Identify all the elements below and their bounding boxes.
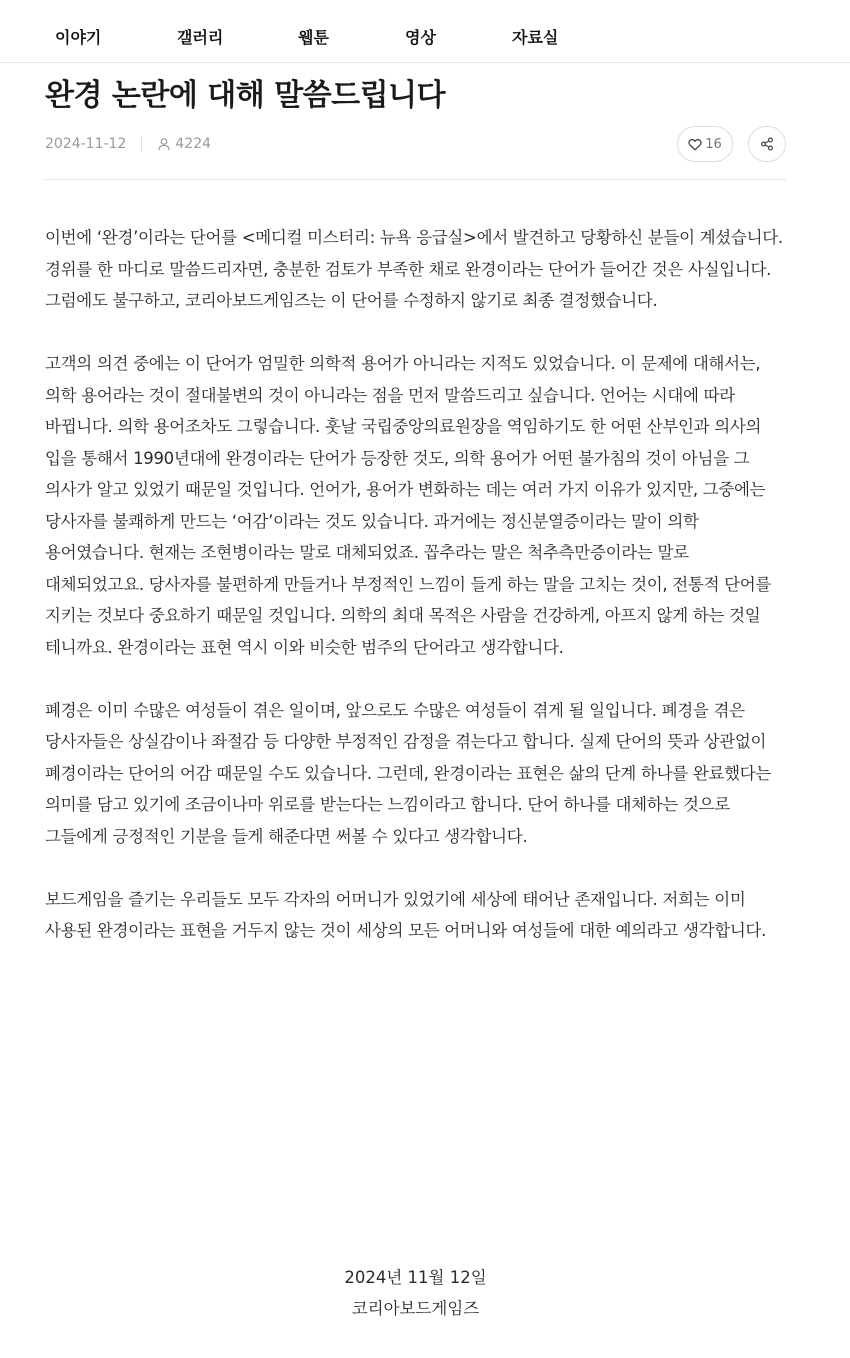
page-title: 완경 논란에 대해 말씀드립니다	[45, 78, 446, 113]
like-button[interactable]	[677, 126, 733, 162]
header-divider	[45, 179, 786, 180]
signature-date: 2024년 11월 12일	[344, 1268, 487, 1287]
nav-item-archive[interactable]: 자료실	[512, 28, 559, 47]
nav-item-story[interactable]: 이야기	[55, 28, 102, 47]
view-count	[157, 136, 211, 152]
share-icon	[760, 137, 774, 151]
person-icon	[157, 137, 171, 151]
article-paragraph: 보드게임을 즐기는 우리들도 모두 각자의 어머니가 있었기에 세상에 태어난 존재입니다. 저희는 이미 사용된 완경이라는 표현을 거두지 않는 것이 세상의 모든 어머니와 여성들에 대한 예의라고 생각합니다.	[45, 889, 767, 940]
heart-icon	[688, 138, 702, 151]
post-date: 2024-11-12	[45, 136, 127, 152]
like-count: 16	[705, 136, 722, 152]
nav-item-video[interactable]: 영상	[405, 28, 436, 47]
article-paragraph: 고객의 의견 중에는 이 단어가 엄밀한 의학적 용어가 아니라는 지적도 있었습니다. 이 문제에 대해서는, 의학 용어라는 것이 절대불변의 것이 아니라는 점을 먼저 말씀드리고 싶습니다. 언어는 시대에 따라 바뀝니다. 의학 용어조차도 그렇습니다. 훗날 국립중앙의료원장을 역임하기도 한 어떤 산부인과 의사의 입을 통해서 1990년대에 완경이라는 단어가 등장한 것도, 의학 용어가 어떤 불가침의 것이 아님을 그 의사가 알고 있었기 때문일 것입니다. 언어가, 용어가 변화하는 데는 여러 가지 이유가 있지만, 그중에는 당사자를 불쾌하게 만드는 ‘어감’이라는 것도 있습니다. 과거에는 정신분열증이라는 말이 의학 용어였습니다. 현재는 조현병이라는 말로 대체되었죠. 꼽추라는 말은 척추측만증이라는 말로 대체되었고요. 당사자를 불편하게 만들거나 부정적인 느낌이 들게 하는 말을 고치는 것이, 전통적 단어를 지키는 것보다 중요하기 때문일 것입니다. 의학의 최대 목적은 사람을 건강하게, 아프지 않게 하는 것일 테니까요. 완경이라는 표현 역시 이와 비슷한 범주의 단어라고 생각합니다.	[45, 354, 772, 657]
share-button[interactable]	[748, 126, 786, 162]
article-body	[45, 222, 790, 978]
nav-item-webtoon[interactable]: 웹툰	[298, 28, 329, 47]
meta-divider	[141, 137, 142, 151]
signature-block	[45, 1262, 786, 1324]
article-meta	[45, 136, 211, 152]
view-count-value: 4224	[175, 136, 212, 152]
signature-name: 코리아보드게임즈	[351, 1299, 480, 1318]
top-nav	[0, 0, 850, 63]
article-paragraph: 이번에 ‘완경’이라는 단어를 <메디컬 미스터리: 뉴욕 응급실>에서 발견하고 당황하신 분들이 계셨습니다. 경위를 한 마디로 말씀드리자면, 충분한 검토가 부족한 채로 완경이라는 단어가 들어간 것은 사실입니다. 그럼에도 불구하고, 코리아보드게임즈는 이 단어를 수정하지 않기로 최종 결정했습니다.	[45, 228, 783, 310]
nav-item-gallery[interactable]: 갤러리	[177, 28, 224, 47]
article-paragraph: 폐경은 이미 수많은 여성들이 겪은 일이며, 앞으로도 수많은 여성들이 겪게 될 일입니다. 폐경을 겪은 당사자들은 상실감이나 좌절감 등 다양한 부정적인 감정을 겪는다고 합니다. 실제 단어의 뜻과 상관없이 폐경이라는 단어의 어감 때문일 수도 있습니다. 그런데, 완경이라는 표현은 삶의 단계 하나를 완료했다는 의미를 담고 있기에 조금이나마 위로를 받는다는 느낌이라고 합니다. 단어 하나를 대체하는 것으로 그들에게 긍정적인 기분을 들게 해준다면 써볼 수 있다고 생각합니다.	[45, 700, 772, 846]
